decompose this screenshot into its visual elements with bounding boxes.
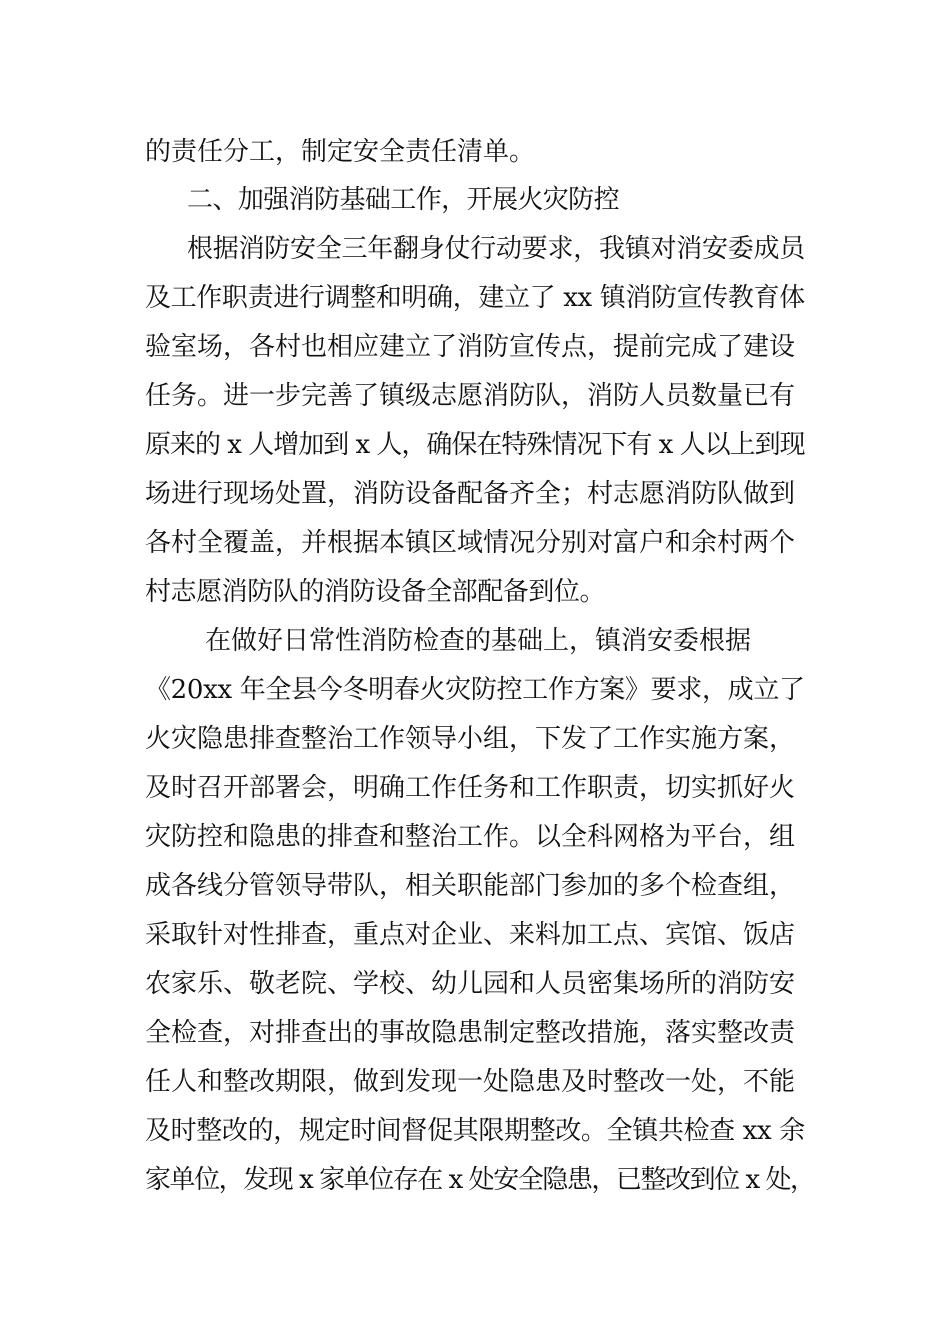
text-line: 灾防控和隐患的排查和整治工作。以全科网格为平台，组 [145, 822, 796, 852]
text-line: 及时整改的，规定时间督促其限期整改。全镇共检查 xx 余 [145, 1116, 805, 1146]
text-line: 原来的 x 人增加到 x 人，确保在特殊情况下有 x 人以上到现 [145, 430, 805, 460]
text-line: 场进行现场处置，消防设备配备齐全；村志愿消防队做到 [145, 479, 796, 509]
text-line: 任人和整改期限，做到发现一处隐患及时整改一处，不能 [145, 1067, 796, 1097]
text-line: 《20xx 年全县今冬明春火灾防控工作方案》要求，成立了 [145, 675, 805, 705]
text-line: 全检查，对排查出的事故隐患制定整改措施，落实整改责 [145, 1018, 796, 1048]
text-line: 任务。进一步完善了镇级志愿消防队，消防人员数量已有 [145, 381, 796, 411]
text-line: 的责任分工，制定安全责任清单。 [145, 137, 536, 167]
text-line: 在做好日常性消防检查的基础上，镇消安委根据 [205, 626, 752, 656]
text-line: 采取针对性排查，重点对企业、来料加工点、宾馆、饭店 [145, 920, 796, 950]
text-line: 各村全覆盖，并根据本镇区域情况分别对富户和余村两个 [145, 528, 796, 558]
text-line: 村志愿消防队的消防设备全部配备到位。 [145, 577, 606, 607]
text-line: 及工作职责进行调整和明确，建立了 xx 镇消防宣传教育体 [145, 283, 805, 313]
section-heading: 二、加强消防基础工作，开展火灾防控 [187, 185, 620, 215]
text-line: 农家乐、敬老院、学校、幼儿园和人员密集场所的消防安 [145, 969, 796, 999]
text-line: 及时召开部署会，明确工作任务和工作职责，切实抓好火 [145, 773, 796, 803]
text-line: 火灾隐患排查整治工作领导小组，下发了工作实施方案， [145, 724, 796, 754]
text-line: 成各线分管领导带队，相关职能部门参加的多个检查组， [145, 871, 796, 901]
text-line: 验室场，各村也相应建立了消防宣传点，提前完成了建设 [145, 332, 796, 362]
text-line: 家单位，发现 x 家单位存在 x 处安全隐患，已整改到位 x 处， [145, 1165, 815, 1195]
text-line: 根据消防安全三年翻身仗行动要求，我镇对消安委成员 [187, 234, 806, 264]
